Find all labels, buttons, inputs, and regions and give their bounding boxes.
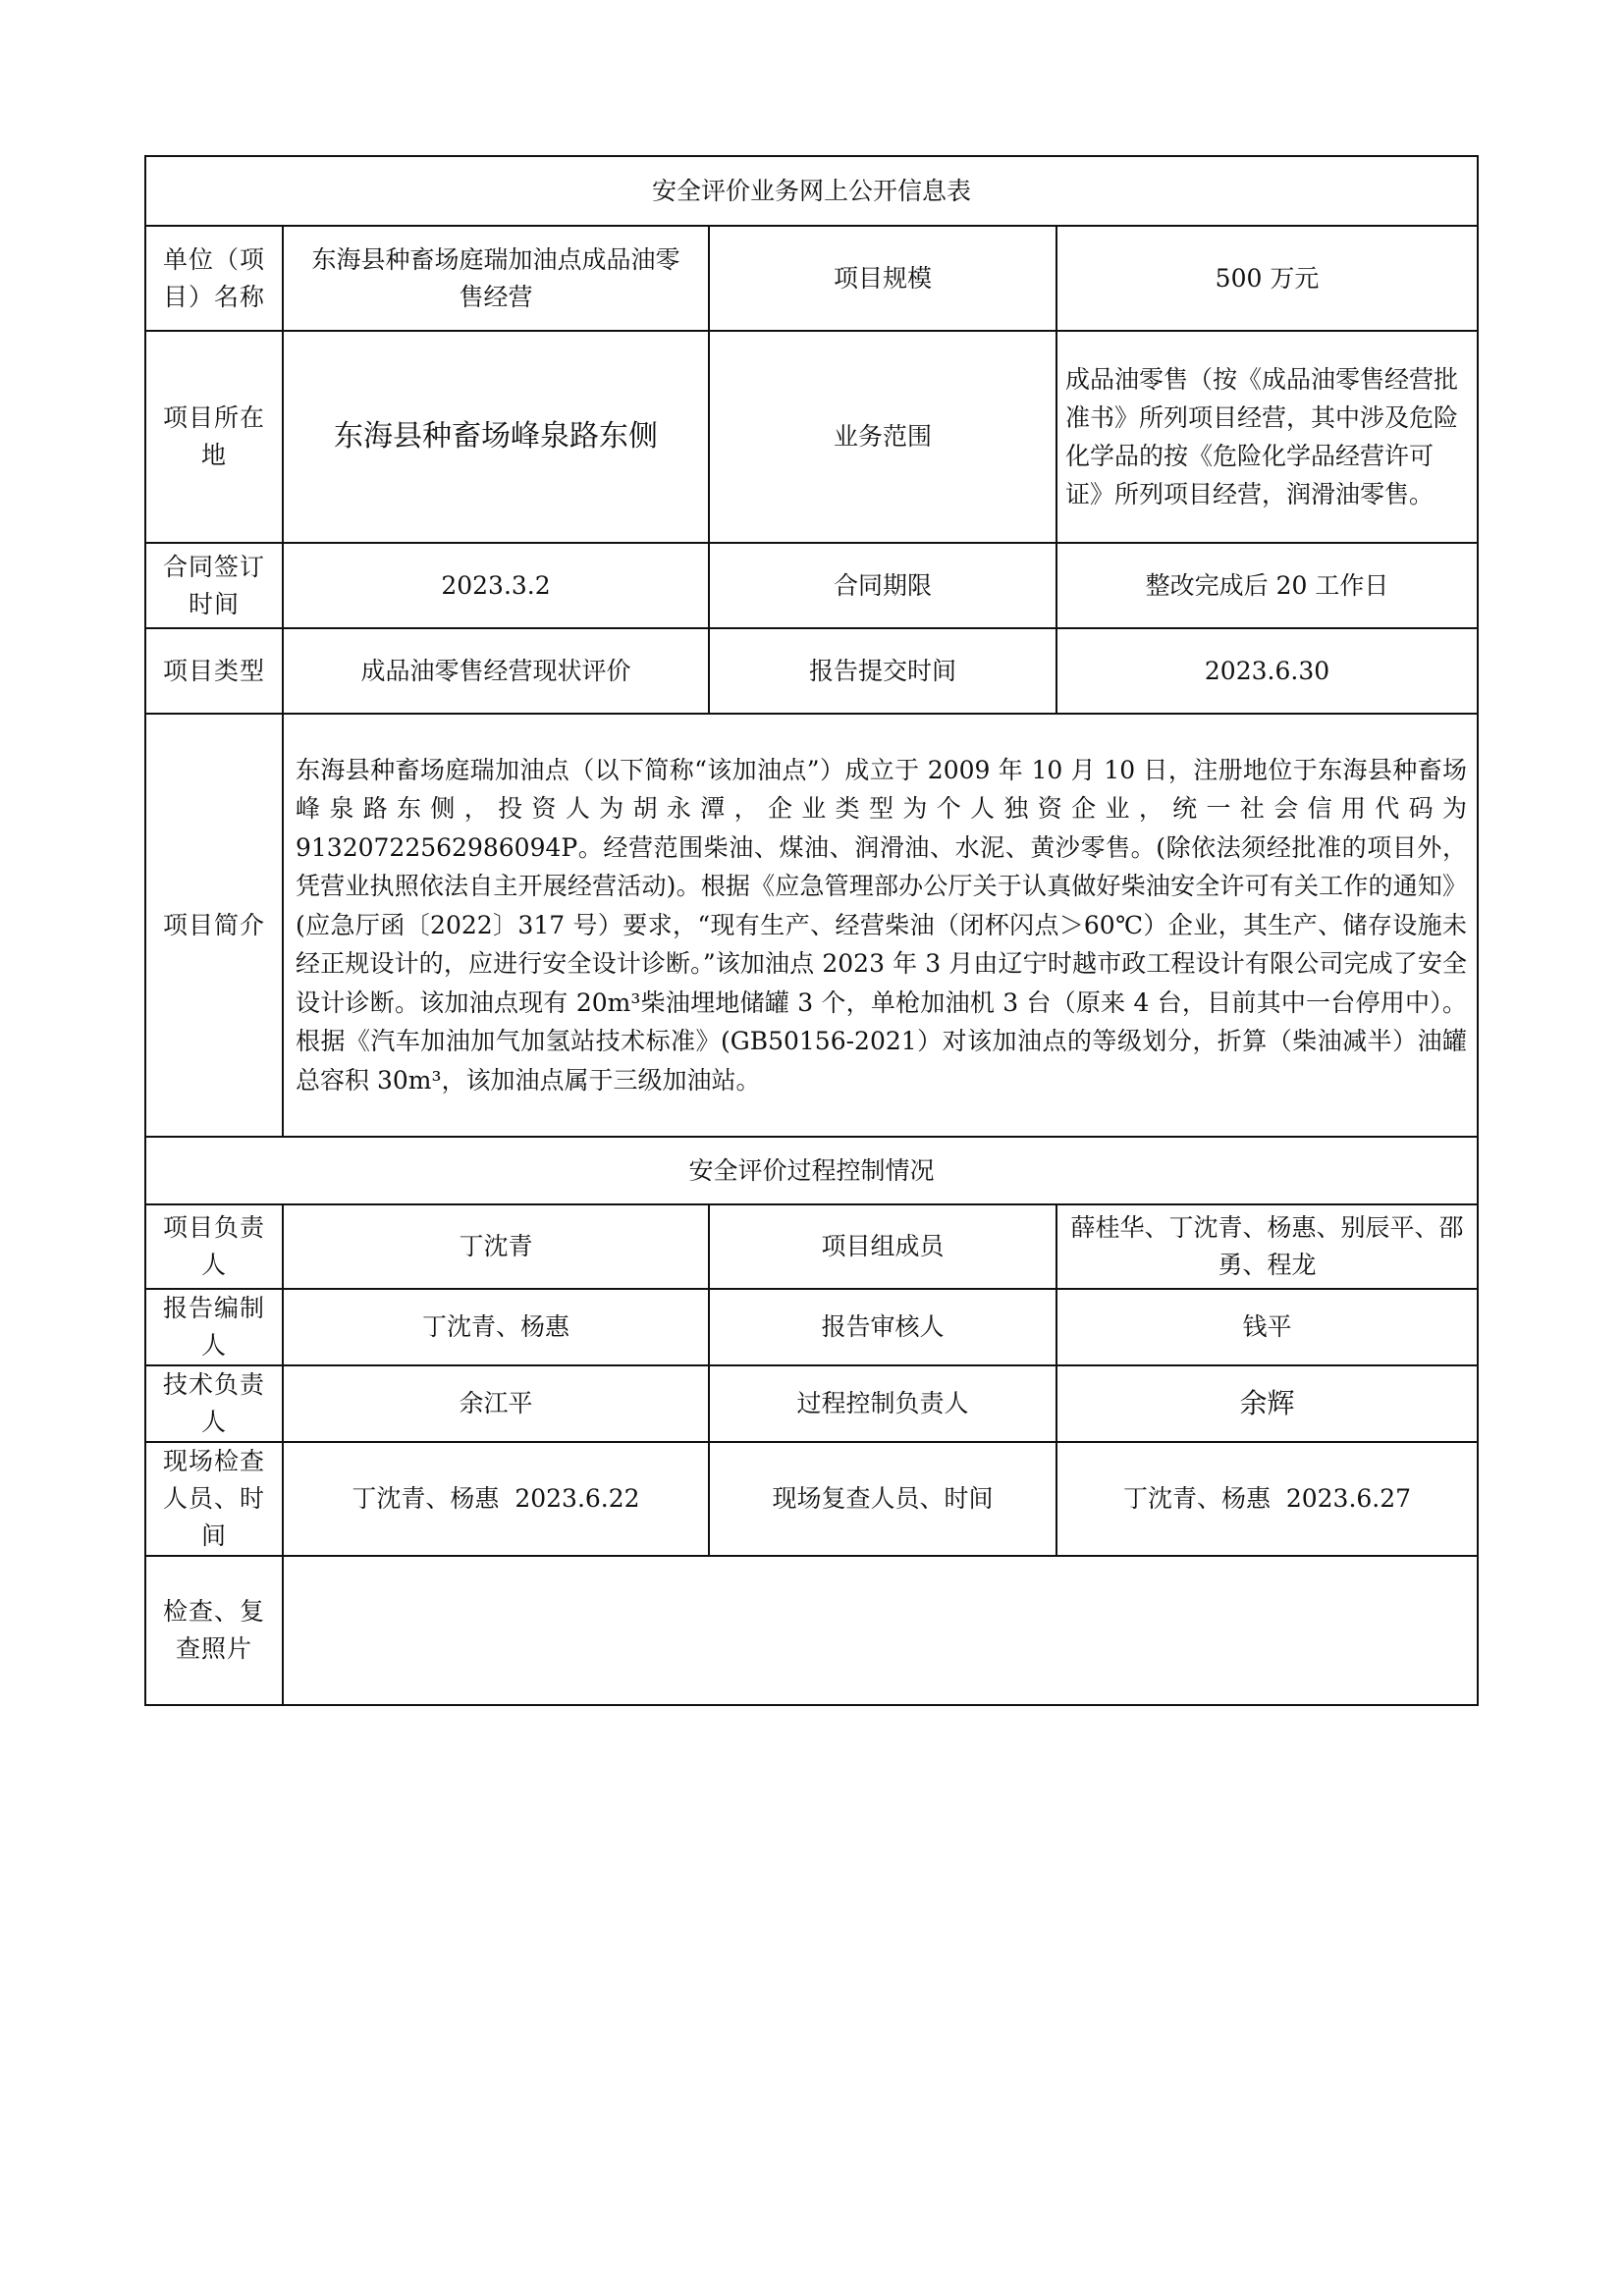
report-date-label: 报告提交时间 xyxy=(709,628,1056,714)
control-section-title: 安全评价过程控制情况 xyxy=(145,1137,1478,1204)
project-location-value: 东海县种畜场峰泉路东侧 xyxy=(283,331,709,543)
project-leader-value: 丁沈青 xyxy=(283,1204,709,1289)
project-members-value: 薛桂华、丁沈青、杨惠、别辰平、邵勇、程龙 xyxy=(1056,1204,1478,1289)
contract-term-label: 合同期限 xyxy=(709,543,1056,628)
project-members-label: 项目组成员 xyxy=(709,1204,1056,1289)
project-type-label: 项目类型 xyxy=(145,628,283,714)
info-table xyxy=(144,155,1479,1706)
control-title-row xyxy=(145,1137,1478,1204)
report-reviewer-value: 钱平 xyxy=(1056,1289,1478,1365)
title-row xyxy=(145,156,1478,226)
project-intro-label: 项目简介 xyxy=(145,714,283,1137)
table-row xyxy=(145,226,1478,331)
project-scale-value: 500 万元 xyxy=(1056,226,1478,331)
site-recheck-label: 现场复查人员、时间 xyxy=(709,1442,1056,1556)
table-row xyxy=(145,331,1478,543)
table-row xyxy=(145,714,1478,1137)
report-date-value: 2023.6.30 xyxy=(1056,628,1478,714)
unit-name-label: 单位（项目）名称 xyxy=(145,226,283,331)
project-location-label: 项目所在地 xyxy=(145,331,283,543)
tech-leader-label: 技术负责人 xyxy=(145,1365,283,1442)
project-leader-label: 项目负责人 xyxy=(145,1204,283,1289)
table-row xyxy=(145,1204,1478,1289)
report-reviewer-label: 报告审核人 xyxy=(709,1289,1056,1365)
unit-name-value: 东海县种畜场庭瑞加油点成品油零售经营 xyxy=(283,226,709,331)
table-row xyxy=(145,1556,1478,1705)
project-type-value: 成品油零售经营现状评价 xyxy=(283,628,709,714)
contract-term-value: 整改完成后 20 工作日 xyxy=(1056,543,1478,628)
report-author-value: 丁沈青、杨惠 xyxy=(283,1289,709,1365)
photos-area xyxy=(283,1556,1478,1705)
photos-label: 检查、复查照片 xyxy=(145,1556,283,1705)
site-recheck-value: 丁沈青、杨惠 2023.6.27 xyxy=(1056,1442,1478,1556)
project-intro-value: 东海县种畜场庭瑞加油点（以下简称“该加油点”）成立于 2009 年 10 月 10 日，注册地位于东海县种畜场峰泉路东侧，投资人为胡永潭，企业类型为个人独资企业，统一社会信用代码为 91320722562986094P。经营范围柴油、煤油、润滑油、水泥、黄沙零售。(除依法须经批准的项目外，凭营业执照依法自主开展经营活动)。根据《应急管理部办公厅关于认真做好柴油安全许可有关工作的通知》(应急厅函〔2022〕317 号）要求，“现有生产、经营柴油（闭杯闪点＞60℃）企业，其生产、储存设施未经正规设计的，应进行安全设计诊断。”该加油点 2023 年 3 月由辽宁时越市政工程设计有限公司完成了安全设计诊断。该加油点现有 20m³柴油埋地储罐 3 个，单枪加油机 3 台（原来 4 台，目前其中一台停用中）。根据《汽车加油加气加氢站技术标准》(GB50156-2021）对该加油点的等级划分，折算（柴油减半）油罐总容积 30m³，该加油点属于三级加油站。 xyxy=(283,714,1478,1137)
project-scale-label: 项目规模 xyxy=(709,226,1056,331)
contract-date-label: 合同签订时间 xyxy=(145,543,283,628)
site-inspection-value: 丁沈青、杨惠 2023.6.22 xyxy=(283,1442,709,1556)
business-scope-value: 成品油零售（按《成品油零售经营批准书》所列项目经营，其中涉及危险化学品的按《危险化学品经营许可证》所列项目经营，润滑油零售。 xyxy=(1056,331,1478,543)
business-scope-label: 业务范围 xyxy=(709,331,1056,543)
table-title: 安全评价业务网上公开信息表 xyxy=(145,156,1478,226)
tech-leader-value: 余江平 xyxy=(283,1365,709,1442)
table-row xyxy=(145,1365,1478,1442)
table-row xyxy=(145,628,1478,714)
process-control-leader-label: 过程控制负责人 xyxy=(709,1365,1056,1442)
table-row xyxy=(145,1289,1478,1365)
table-row xyxy=(145,1442,1478,1556)
contract-date-value: 2023.3.2 xyxy=(283,543,709,628)
site-inspection-label: 现场检查人员、时间 xyxy=(145,1442,283,1556)
process-control-leader-value: 余辉 xyxy=(1056,1365,1478,1442)
table-row xyxy=(145,543,1478,628)
report-author-label: 报告编制人 xyxy=(145,1289,283,1365)
